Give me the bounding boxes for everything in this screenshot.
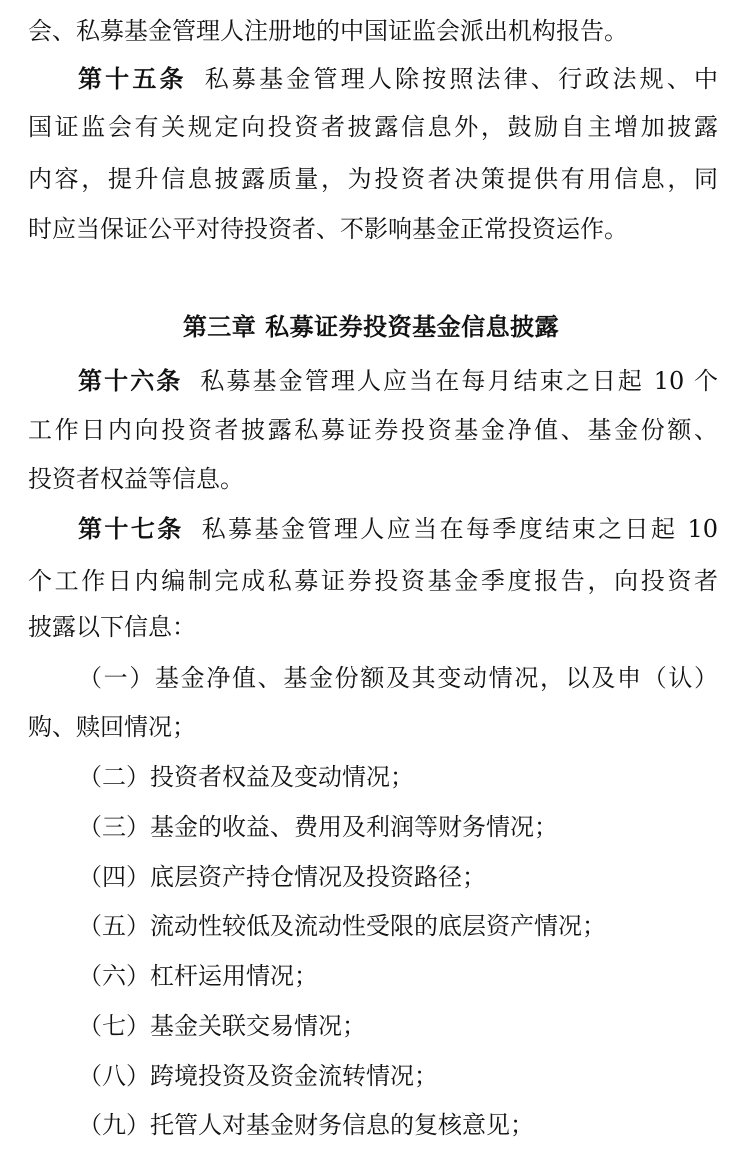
article-16-label: 第十六条	[78, 366, 183, 395]
list-item-text: （一）基金净值、基金份额及其变动情况，以及申（认）	[78, 664, 718, 692]
list-item-text: （三）基金的收益、费用及利润等财务情况；	[78, 813, 558, 841]
paragraph-line	[28, 11, 718, 51]
article-16-line-1	[78, 361, 718, 401]
paragraph-text: 会、私募基金管理人注册地的中国证监会派出机构报告。	[28, 17, 628, 45]
list-item-3	[78, 807, 718, 847]
article-16-line-3	[28, 459, 718, 499]
list-item-text: （六）杠杆运用情况；	[78, 962, 318, 990]
article-15-text: 内容，提升信息披露质量，为投资者决策提供有用信息，同	[28, 165, 718, 193]
chapter-title	[0, 307, 742, 347]
list-item-text: （七）基金关联交易情况；	[78, 1012, 366, 1040]
list-item-1-line-1	[78, 658, 718, 698]
list-item-6	[78, 956, 718, 996]
list-item-9	[78, 1105, 718, 1145]
list-item-7	[78, 1006, 718, 1046]
list-item-1-line-2	[28, 707, 718, 747]
article-17-text: 个工作日内编制完成私募证券投资基金季度报告，向投资者	[28, 567, 718, 595]
article-15-text: 私募基金管理人除按照法律、行政法规、中	[204, 65, 718, 93]
article-17-line-3	[28, 607, 718, 647]
article-17-line-1	[78, 509, 718, 549]
list-item-text: （八）跨境投资及资金流转情况；	[78, 1062, 438, 1090]
list-item-8	[78, 1056, 718, 1096]
list-item-text: （二）投资者权益及变动情况；	[78, 763, 414, 791]
article-15-text: 国证监会有关规定向投资者披露信息外，鼓励自主增加披露	[28, 113, 718, 141]
list-item-text: （五）流动性较低及流动性受限的底层资产情况；	[78, 912, 606, 940]
list-item-text: （四）底层资产持仓情况及投资路径；	[78, 863, 486, 891]
article-15-line-1	[78, 59, 718, 99]
article-15-line-2	[28, 107, 718, 147]
article-17-label: 第十七条	[78, 514, 184, 543]
article-16-text: 投资者权益等信息。	[28, 465, 244, 493]
list-item-4	[78, 857, 718, 897]
article-16-line-2	[28, 410, 718, 450]
article-15-text: 时应当保证公平对待投资者、不影响基金正常投资运作。	[28, 215, 628, 243]
list-item-text: （九）托管人对基金财务信息的复核意见；	[78, 1111, 534, 1139]
article-15-line-4	[28, 209, 718, 249]
article-15-label: 第十五条	[78, 64, 187, 93]
article-15-line-3	[28, 159, 718, 199]
list-item-text: 购、赎回情况；	[28, 713, 196, 741]
article-17-text: 披露以下信息：	[28, 613, 196, 641]
chapter-title-text: 第三章 私募证券投资基金信息披露	[182, 312, 560, 341]
article-17-line-2	[28, 561, 718, 601]
article-17-text: 私募基金管理人应当在每季度结束之日起 10	[201, 515, 718, 543]
article-16-text: 私募基金管理人应当在每月结束之日起 10 个	[200, 367, 718, 395]
list-item-2	[78, 757, 718, 797]
list-item-5	[78, 906, 718, 946]
article-16-text: 工作日内向投资者披露私募证券投资基金净值、基金份额、	[28, 416, 718, 444]
